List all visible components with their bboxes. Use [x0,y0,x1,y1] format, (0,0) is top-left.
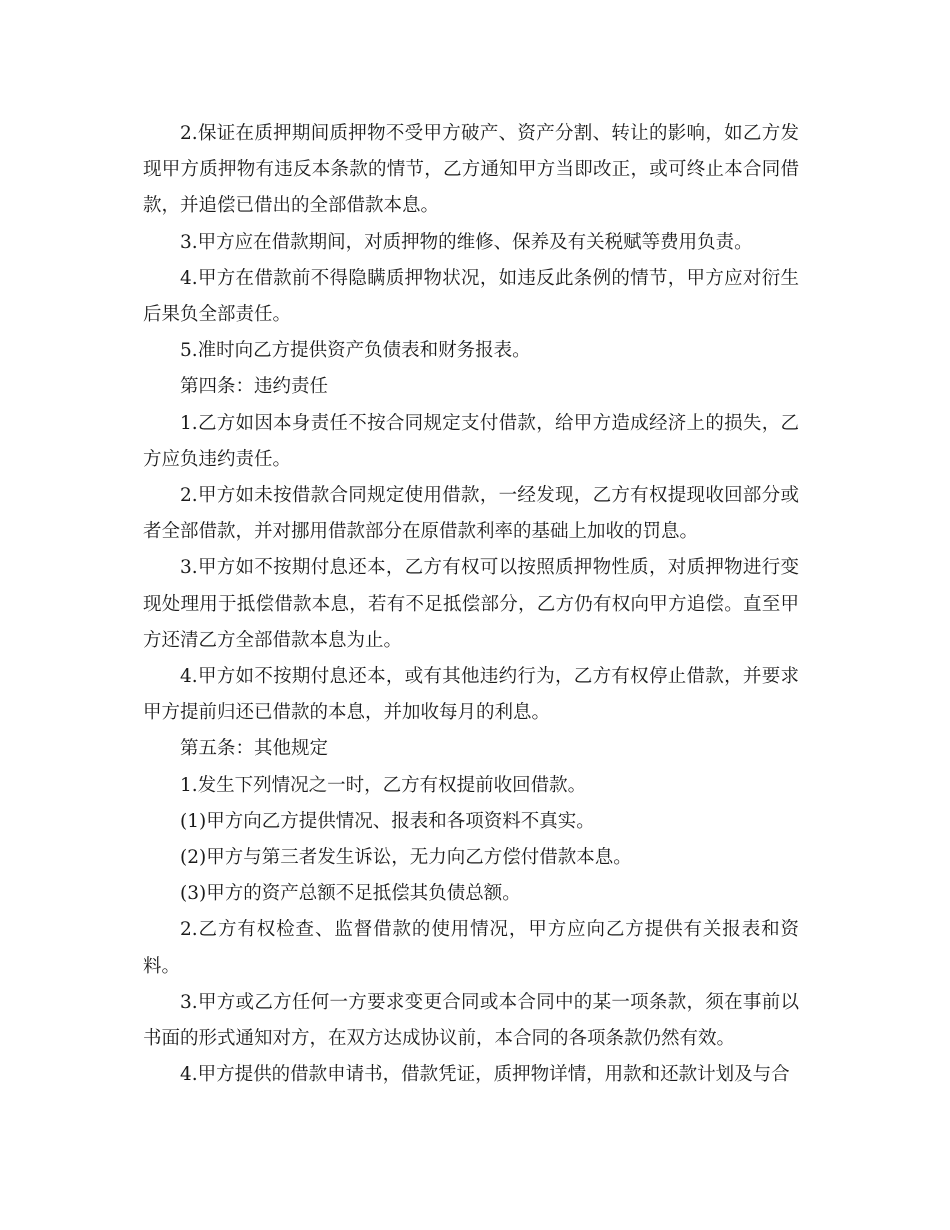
article-4-item-3: 3.甲方如不按期付息还本，乙方有权可以按照质押物性质，对质押物进行变现处理用于抵偿借款本息，若有不足抵偿部分，乙方仍有权向甲方追偿。直至甲方还清乙方全部借款本息为止。 [143,557,799,651]
clause-2-pledge-guarantee: 2.保证在质押期间质押物不受甲方破产、资产分割、转让的影响，如乙方发现甲方质押物有违反本条款的情节，乙方通知甲方当即改正，或可终止本合同借款，并追偿已借出的全部借款本息。 [143,123,799,217]
article-5-item-3: 3.甲方或乙方任何一方要求变更合同或本合同中的某一项条款，须在事前以书面的形式通知对方，在双方达成协议前，本合同的各项条款仍然有效。 [143,991,799,1050]
clause-3-maintenance-costs: 3.甲方应在借款期间，对质押物的维修、保养及有关税赋等费用负责。 [180,231,753,253]
article-5-item-1-sub-2: (2)甲方与第三者发生诉讼，无力向乙方偿付借款本息。 [180,847,632,869]
article-5-item-1-sub-3: (3)甲方的资产总额不足抵偿其负债总额。 [180,883,521,905]
article-4-item-1: 1.乙方如因本身责任不按合同规定支付借款，给甲方造成经济上的损失，乙方应负违约责任。 [143,412,799,470]
article-5-item-2: 2.乙方有权检查、监督借款的使用情况，甲方应向乙方提供有关报表和资料。 [143,919,799,977]
article-4-item-4: 4.甲方如不按期付息还本，或有其他违约行为，乙方有权停止借款，并要求甲方提前归还已借款的本息，并加收每月的利息。 [143,666,799,724]
article-5-item-1: 1.发生下列情况之一时，乙方有权提前收回借款。 [180,774,587,796]
article-4-item-2: 2.甲方如未按借款合同规定使用借款，一经发现，乙方有权提现收回部分或者全部借款，并对挪用借款部分在原借款利率的基础上加收的罚息。 [143,485,799,543]
article-5-heading: 第五条：其他规定 [180,738,329,760]
clause-4-no-concealment: 4.甲方在借款前不得隐瞒质押物状况，如违反此条例的情节，甲方应对衍生后果负全部责任。 [143,267,799,326]
article-5-item-1-sub-1: (1)甲方向乙方提供情况、报表和各项资料不真实。 [180,810,595,832]
article-4-heading: 第四条：违约责任 [180,376,329,398]
document-body [143,116,799,1093]
clause-5-financial-statements: 5.准时向乙方提供资产负债表和财务报表。 [180,340,531,362]
article-5-item-4: 4.甲方提供的借款申请书，借款凭证，质押物详情，用款和还款计划及与合 [180,1064,790,1086]
